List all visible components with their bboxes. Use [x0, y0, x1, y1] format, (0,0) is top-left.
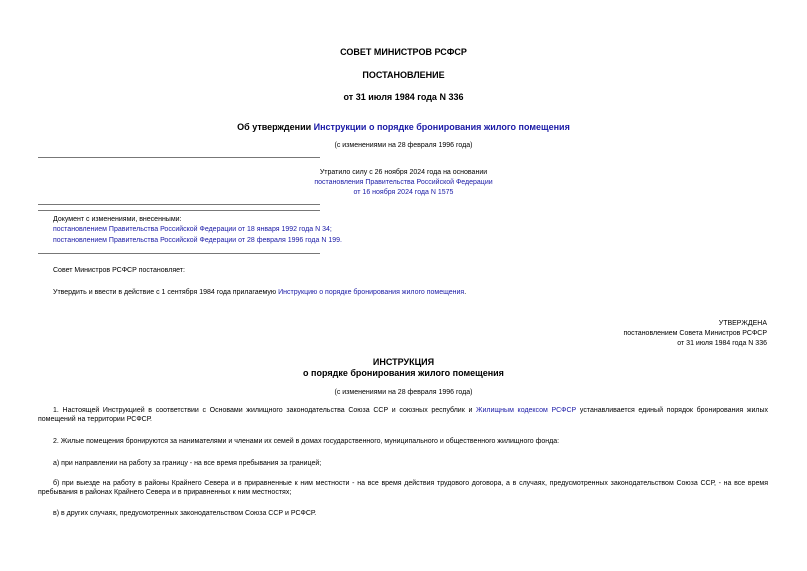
approve-suffix: .	[464, 289, 467, 296]
approved-by: постановлением Совета Министров РСФСР	[623, 330, 767, 337]
paragraph-a: а) при направлении на работу за границу - на все время пребывания за границей;	[53, 460, 322, 467]
instruction-title: ИНСТРУКЦИЯ	[372, 357, 435, 367]
status-link-decree[interactable]: постановления Правительства Российской Федерации	[314, 179, 493, 186]
status-link-date[interactable]: от 16 ноября 2024 года N 1575	[353, 189, 454, 196]
divider	[38, 157, 320, 158]
housing-code-link[interactable]: Жилищным кодексом РСФСР	[476, 407, 577, 414]
issuer-heading: СОВЕТ МИНИСТРОВ РСФСР	[340, 47, 467, 57]
instruction-amend-note: (с изменениями на 28 февраля 1996 года)	[334, 389, 473, 396]
change-link-1992[interactable]: постановлением Правительства Российской Федерации от 18 января 1992 года N 34;	[53, 226, 332, 233]
status-line: Утратило силу с 26 ноября 2024 года на основании	[319, 169, 488, 176]
approve-prefix: Утвердить и ввести в действие с 1 сентября 1984 года прилагаемую	[53, 289, 279, 296]
p1-prefix: 1. Настоящей Инструкцией в соответствии с Основами жилищного законодательства Союза ССР и союзных республик и	[53, 407, 477, 414]
title-prefix: Об утверждении	[237, 122, 314, 132]
document-title	[0, 122, 807, 132]
amend-note: (с изменениями на 28 февраля 1996 года)	[334, 142, 473, 149]
approve-paragraph	[53, 288, 466, 297]
doc-type-heading: ПОСТАНОВЛЕНИЕ	[362, 70, 445, 80]
changes-intro: Документ с изменениями, внесенными:	[53, 216, 182, 223]
change-link-1996[interactable]: постановлением Правительства Российской Федерации от 28 февраля 1996 года N 199.	[53, 237, 342, 244]
divider	[38, 210, 320, 211]
divider	[38, 253, 320, 254]
approve-instruction-link[interactable]: Инструкцию о порядке бронирования жилого помещения	[278, 289, 465, 296]
paragraph-1	[38, 406, 768, 424]
instruction-subtitle: о порядке бронирования жилого помещения	[303, 368, 504, 378]
date-number-heading: от 31 июля 1984 года N 336	[343, 92, 464, 102]
approved-label: УТВЕРЖДЕНА	[718, 320, 767, 327]
approved-date: от 31 июля 1984 года N 336	[677, 340, 767, 347]
paragraph-b: б) при выезде на работу в районы Крайнего Севера и в приравненные к ним местности - на все время действия трудового договора, а в случаях, предусмотренных законодательством Союза ССР, - на все время пребывания в районах Крайнего Севера и в приравненных к ним местностях;	[38, 480, 768, 496]
paragraph-2: 2. Жилые помещения бронируются за нанимателями и членами их семей в домах государственного, муниципального и общественного жилищного фонда:	[53, 438, 560, 445]
divider	[38, 204, 320, 205]
paragraph-c: в) в других случаях, предусмотренных законодательством Союза ССР и РСФСР.	[53, 510, 317, 517]
decree-text: Совет Министров РСФСР постановляет:	[53, 267, 185, 274]
title-instruction-link[interactable]: Инструкции о порядке бронирования жилого помещения	[313, 122, 570, 132]
p1-suffix: устанавливается единый порядок бронирования жилых помещений на территории РСФСР.	[38, 407, 768, 423]
